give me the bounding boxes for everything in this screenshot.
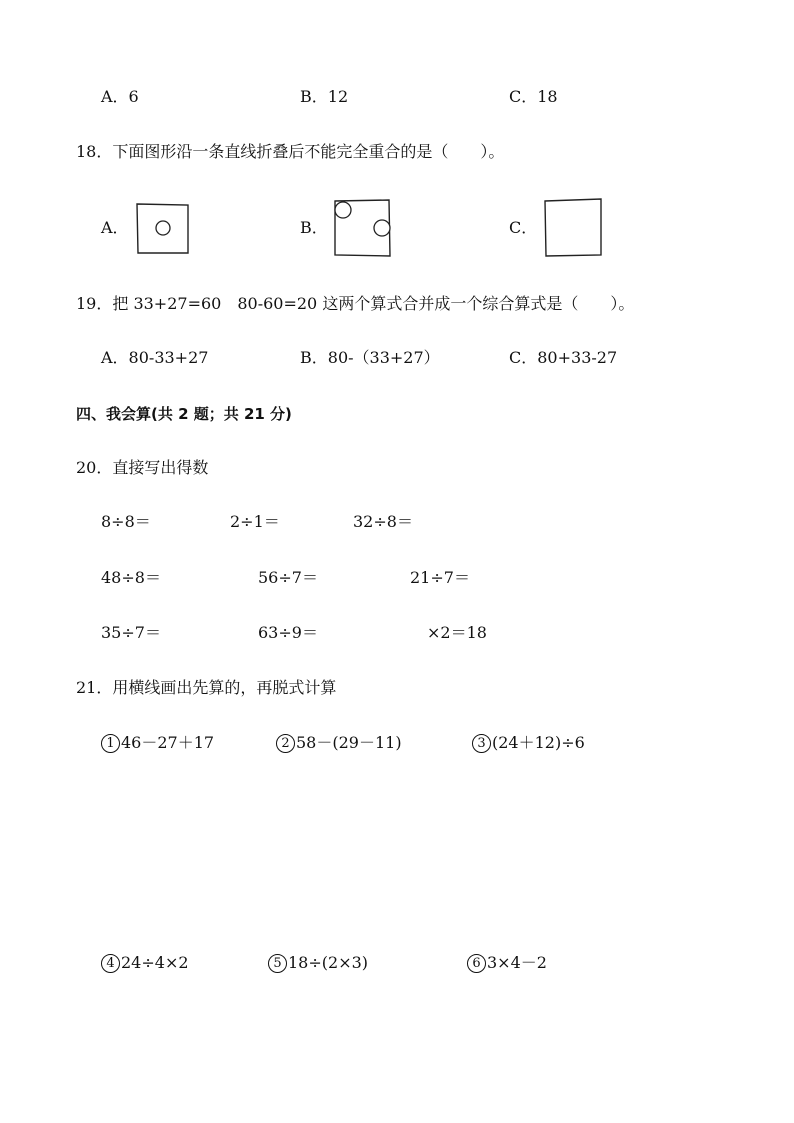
q21-item — [101, 953, 189, 973]
q21-expression: 46－27＋17 — [121, 733, 215, 752]
q20-item: 21÷7＝ — [410, 568, 470, 587]
q20-item: 8÷8＝ — [101, 512, 151, 531]
q20-stem: 20．直接写出得数 — [76, 458, 209, 477]
q20-item: 2÷1＝ — [230, 512, 280, 531]
q19-option-c: C．80+33-27 — [509, 348, 618, 367]
q21-item — [268, 953, 368, 973]
q19-stem: 19．把 33+27=60 80-60=20 这两个算式合并成一个综合算式是（ ）。 — [76, 294, 635, 313]
q20-item: 63÷9＝ — [258, 623, 318, 642]
q17-option-b: B．12 — [300, 87, 349, 106]
q18-figure-a-square-with-circle — [136, 203, 190, 255]
q21-expression: 58－(29－11) — [296, 733, 402, 752]
q20-item: ×2＝18 — [427, 623, 487, 642]
q21-item — [101, 733, 214, 753]
section-heading: 四、我会算(共 2 题；共 21 分) — [76, 405, 292, 423]
q21-expression: 3×4－2 — [487, 953, 547, 972]
circled-number-badge: 5 — [268, 954, 287, 973]
q20-item: 48÷8＝ — [101, 568, 161, 587]
circled-number-badge: 1 — [101, 734, 120, 753]
circled-number-badge: 6 — [467, 954, 486, 973]
q19-option-b: B．80-（33+27） — [300, 348, 440, 367]
q18-option-c-label: C． — [509, 218, 538, 237]
q21-expression: 18÷(2×3) — [288, 953, 369, 972]
q21-item — [472, 733, 585, 753]
q21-expression: (24＋12)÷6 — [492, 733, 585, 752]
q18-figure-b-square-with-two-circles — [331, 198, 393, 258]
q18-stem: 18．下面图形沿一条直线折叠后不能完全重合的是（ ）。 — [76, 142, 505, 161]
q17-option-c: C．18 — [509, 87, 558, 106]
q17-option-a: A．6 — [101, 87, 139, 106]
q20-item: 56÷7＝ — [258, 568, 318, 587]
circled-number-badge: 2 — [276, 734, 295, 753]
q21-item — [467, 953, 547, 973]
circled-number-badge: 4 — [101, 954, 120, 973]
q18-option-a-label: A． — [101, 218, 129, 237]
q21-expression: 24÷4×2 — [121, 953, 189, 972]
q18-figure-c-square — [543, 198, 603, 258]
q18-option-b-label: B． — [300, 218, 328, 237]
q20-item: 32÷8＝ — [353, 512, 413, 531]
q21-item — [276, 733, 402, 753]
circled-number-badge: 3 — [472, 734, 491, 753]
q21-stem: 21．用横线画出先算的，再脱式计算 — [76, 678, 337, 697]
q20-item: 35÷7＝ — [101, 623, 161, 642]
q19-option-a: A．80-33+27 — [101, 348, 209, 367]
